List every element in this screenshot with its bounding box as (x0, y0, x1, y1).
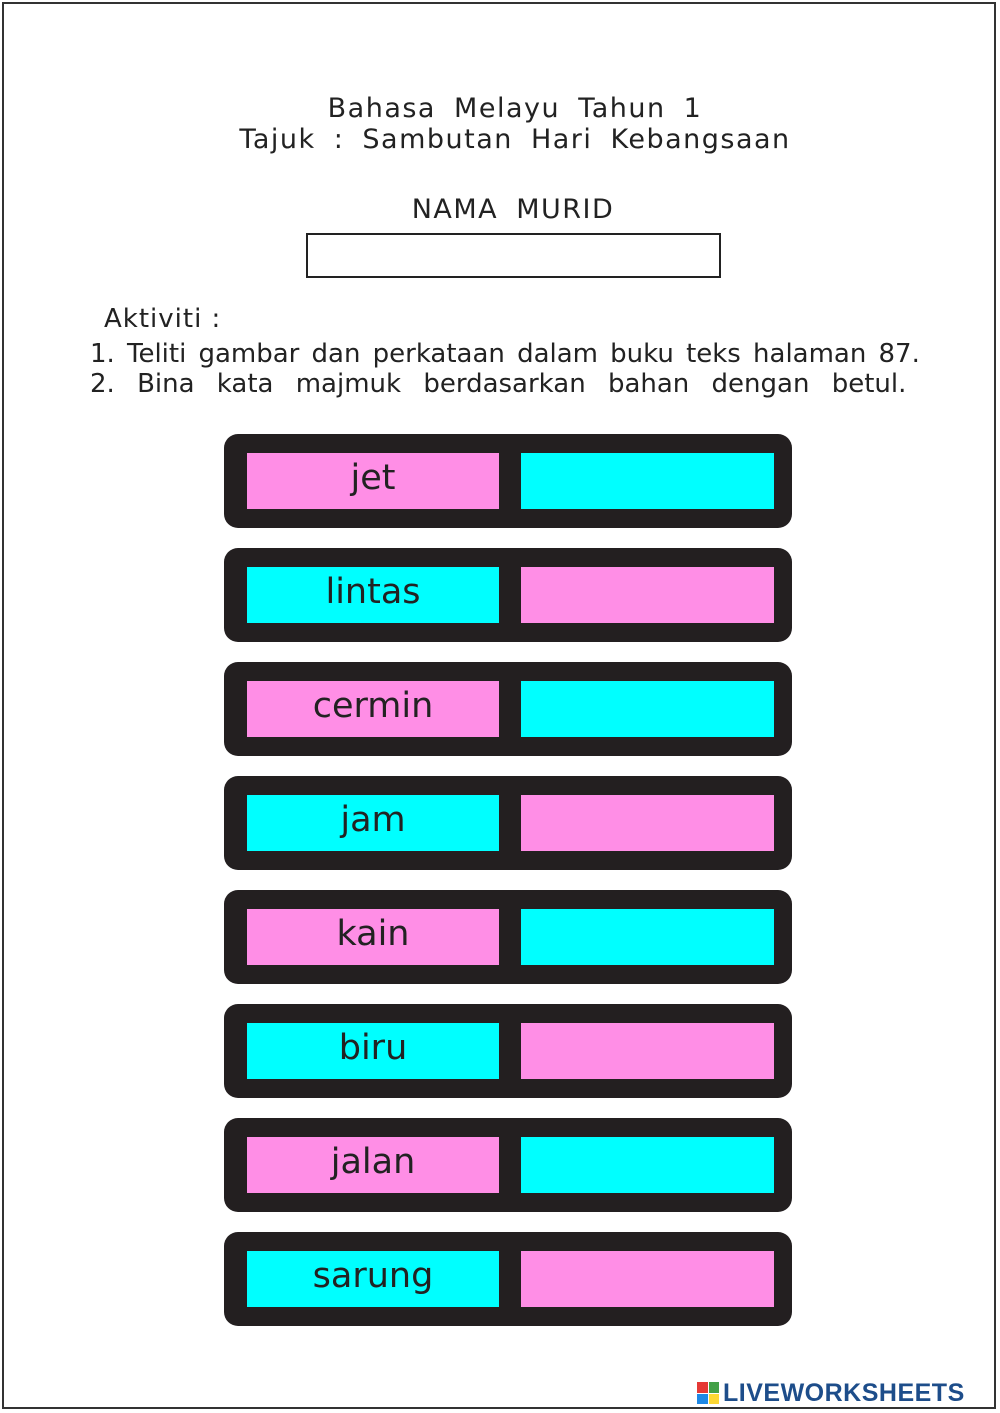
student-name-label: NAMA MURID (411, 194, 615, 225)
answer-drop-box[interactable] (521, 1137, 774, 1193)
word-row (224, 434, 792, 528)
worksheet-title: Bahasa Melayu Tahun 1 (327, 93, 703, 124)
instruction-word: halaman (753, 339, 867, 369)
word-row (224, 548, 792, 642)
word-row (224, 1118, 792, 1212)
instruction-word: 1. (90, 339, 115, 369)
instruction-word: dan (311, 339, 361, 369)
liveworksheets-logo[interactable] (697, 1380, 965, 1406)
instruction-text: 2. Bina kata majmuk berdasarkan bahan dengan betul. (90, 369, 907, 399)
word-row (224, 776, 792, 870)
liveworksheets-logo-icon (697, 1382, 719, 1404)
answer-drop-box[interactable] (521, 1023, 774, 1079)
answer-drop-box[interactable] (521, 567, 774, 623)
given-word: kain (247, 909, 499, 965)
instruction-word: perkataan (372, 339, 505, 369)
word-row (224, 662, 792, 756)
given-word: biru (247, 1023, 499, 1079)
answer-drop-box[interactable] (521, 681, 774, 737)
instruction-word: buku (610, 339, 674, 369)
word-row (224, 890, 792, 984)
given-word: jam (247, 795, 499, 851)
instruction-1 (90, 339, 920, 369)
brand-name: LIVEWORKSHEETS (723, 1378, 965, 1407)
given-word: jet (247, 453, 499, 509)
answer-drop-box[interactable] (521, 909, 774, 965)
activity-heading: Aktiviti : (104, 304, 222, 334)
worksheet-topic: Tajuk : Sambutan Hari Kebangsaan (239, 124, 791, 155)
instruction-word: 87. (878, 339, 920, 369)
answer-drop-box[interactable] (521, 795, 774, 851)
instruction-word: teks (686, 339, 741, 369)
instruction-word: dalam (517, 339, 598, 369)
given-word: lintas (247, 567, 499, 623)
given-word: jalan (247, 1137, 499, 1193)
answer-drop-box[interactable] (521, 453, 774, 509)
instruction-word: Teliti (126, 339, 187, 369)
instruction-word: gambar (198, 339, 300, 369)
instruction-2 (90, 369, 906, 399)
answer-drop-box[interactable] (521, 1251, 774, 1307)
given-word: cermin (247, 681, 499, 737)
word-row (224, 1004, 792, 1098)
word-row (224, 1232, 792, 1326)
student-name-input[interactable] (306, 233, 721, 278)
given-word: sarung (247, 1251, 499, 1307)
compound-word-rows (224, 434, 792, 1346)
